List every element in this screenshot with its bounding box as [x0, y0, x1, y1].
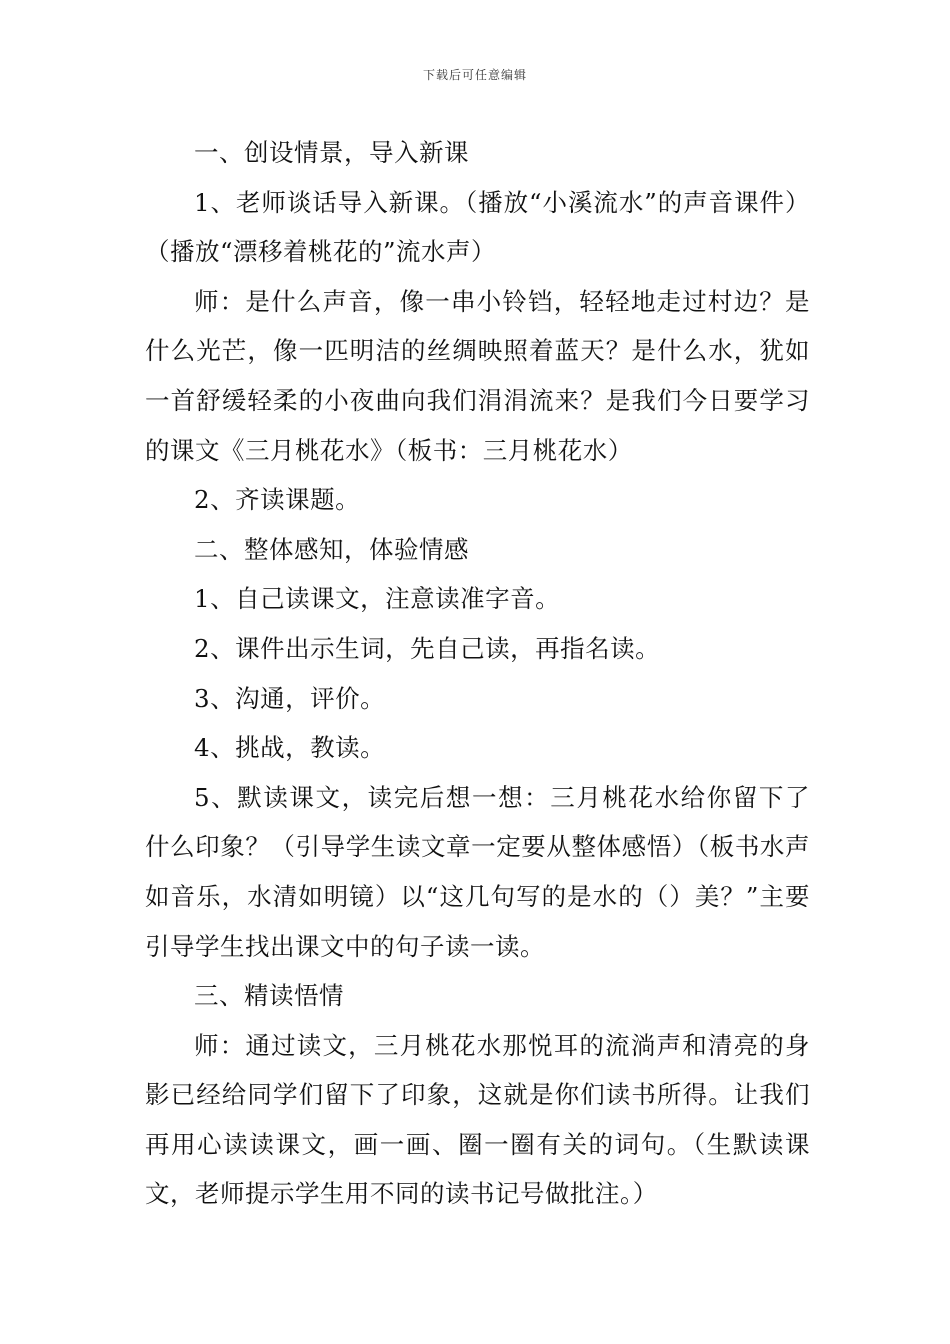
paragraph: 2、齐读课题。	[194, 485, 361, 515]
paragraph: 2、课件出示生词，先自己读，再指名读。	[194, 633, 661, 663]
paragraph: 5、默读课文，读完后想一想：三月桃花水给你留下了什么印象？（引导学生读文章一定要从整体感悟）（板书水声如音乐，水清如明镜）以“这几句写的是水的（）美？”主要引导学生找出课文中的句子读一读。	[145, 782, 810, 961]
page-header-note: 下载后可任意编辑	[422, 68, 527, 82]
paragraph: 师：是什么声音，像一串小铃铛，轻轻地走过村边？是什么光芒，像一匹明洁的丝绸映照着蓝天？是什么水，犹如一首舒缓轻柔的小夜曲向我们涓涓流来？是我们今日要学习的课文《三月桃花水》（板书：三月桃花水）	[145, 286, 810, 465]
paragraph: 4、挑战，教读。	[194, 733, 386, 763]
paragraph: 3、沟通，评价。	[194, 683, 386, 713]
section-heading-3: 三、精读悟情	[194, 981, 344, 1011]
document-body	[145, 128, 810, 1219]
paragraph: 1、老师谈话导入新课。（播放“小溪流水”的声音课件）（播放“漂移着桃花的”流水声）	[145, 187, 810, 267]
section-heading-1: 一、创设情景，导入新课	[194, 138, 469, 167]
paragraph: 1、自己读课文，注意读准字音。	[194, 584, 561, 614]
paragraph: 师：通过读文，三月桃花水那悦耳的流淌声和清亮的身影已经给同学们留下了印象，这就是你们读书所得。让我们再用心读读课文，画一画、圈一圈有关的词句。（生默读课文，老师提示学生用不同的读书记号做批注。）	[145, 1030, 810, 1209]
section-heading-2: 二、整体感知，体验情感	[194, 534, 469, 564]
